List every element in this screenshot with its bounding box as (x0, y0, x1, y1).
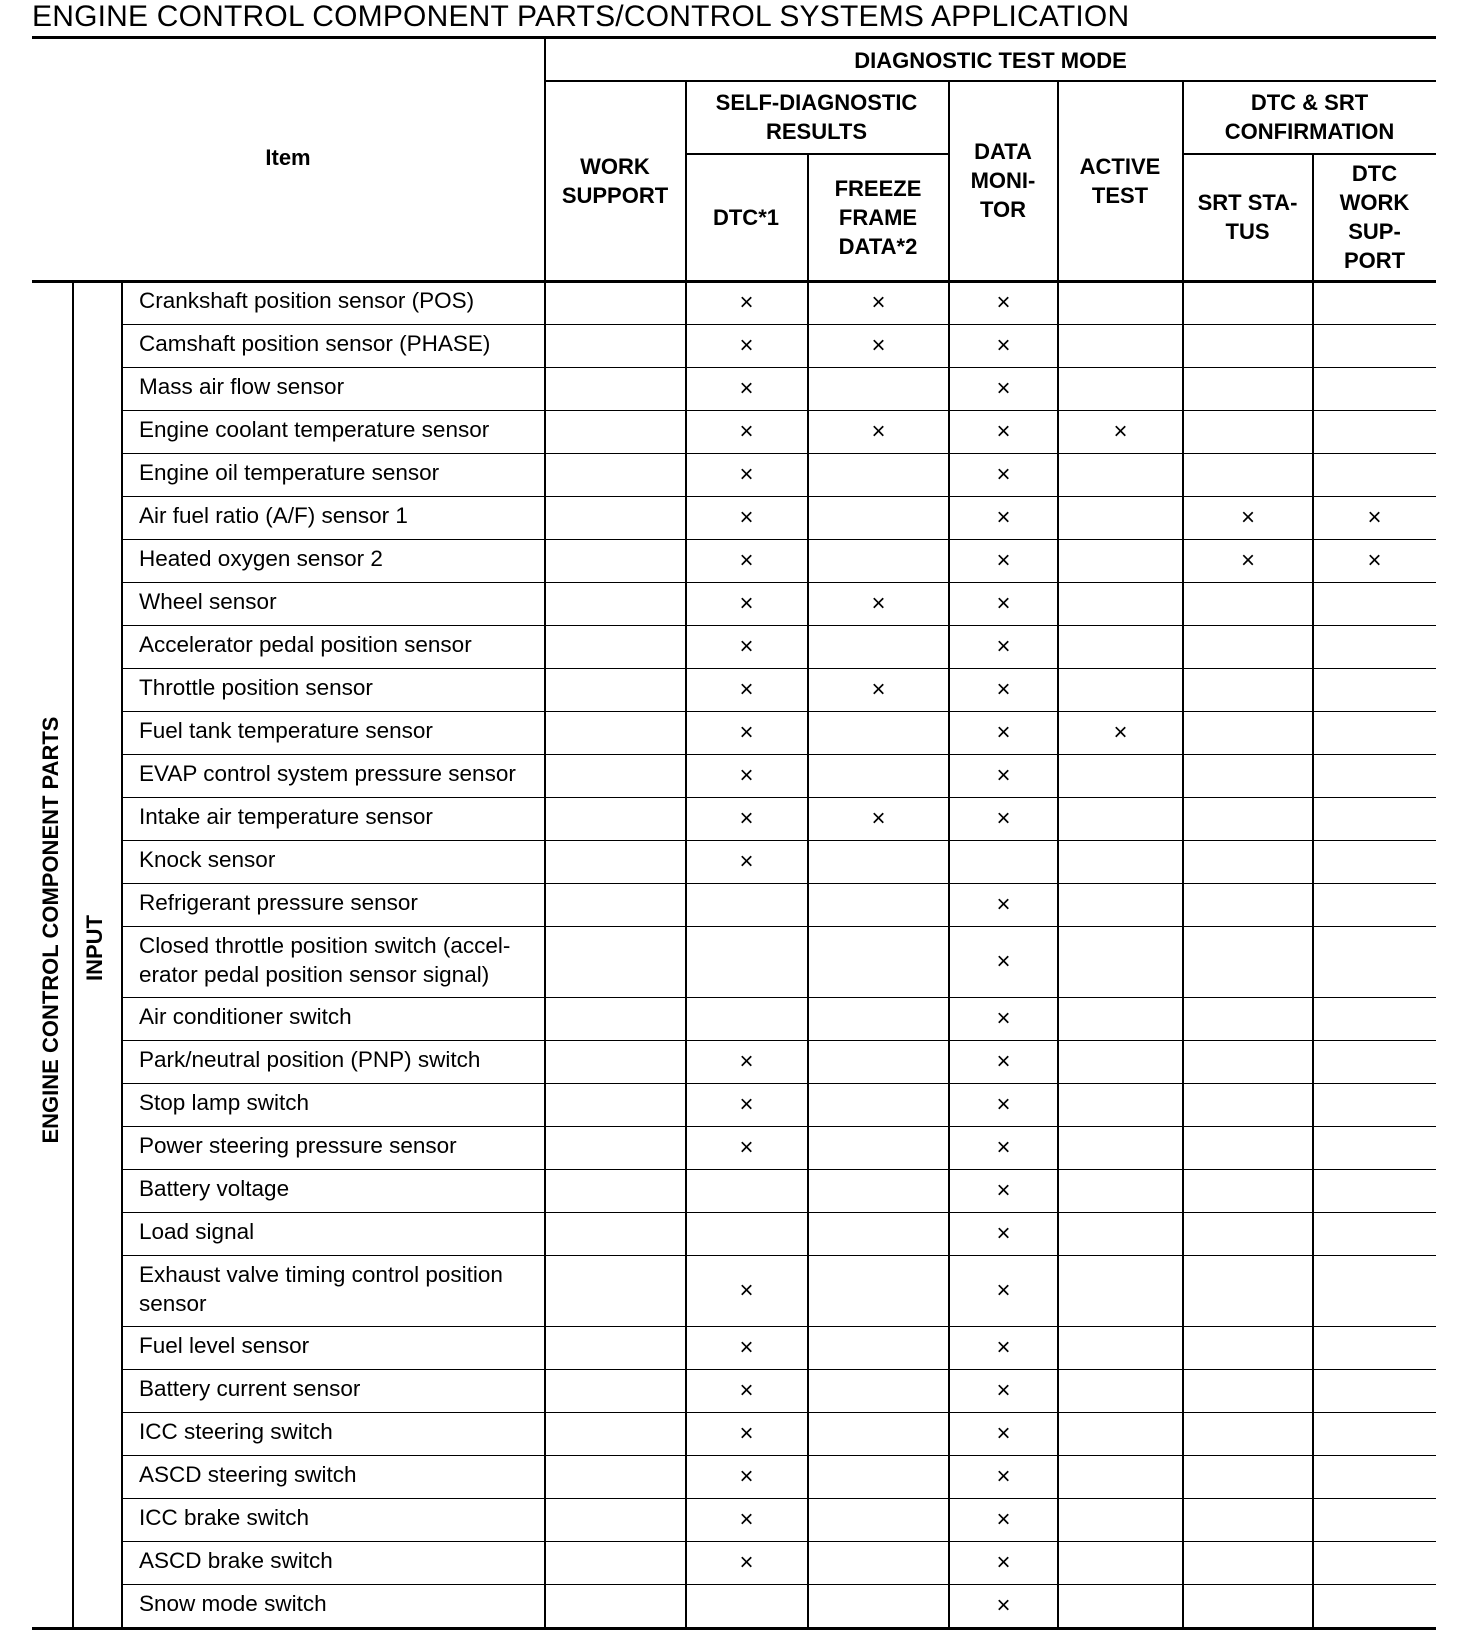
group-label-input: INPUT (82, 915, 107, 981)
check-mark-freeze-frame-data: × (871, 589, 886, 617)
row-label: Air fuel ratio (A/F) sensor 1 (139, 503, 408, 528)
check-mark-data-monitor: × (996, 1591, 1011, 1619)
row-label: Stop lamp switch (139, 1090, 310, 1115)
row-label: Battery voltage (139, 1176, 290, 1201)
group-label-engine-control-component-parts: ENGINE CONTROL COMPONENT PARTS (38, 716, 63, 1144)
row-line (121, 367, 1436, 368)
check-mark-data-monitor: × (996, 947, 1011, 975)
grid-line (1182, 80, 1184, 1627)
row-label: ICC steering switch (139, 1419, 333, 1444)
header-freeze-frame-data: FREEZE FRAME DATA*2 (834, 175, 922, 259)
bottom-rule (32, 1627, 1436, 1630)
check-mark-dtc-work-support: × (1367, 503, 1382, 531)
check-mark-dtc: × (739, 503, 754, 531)
row-label: Load signal (139, 1219, 255, 1244)
check-mark-freeze-frame-data: × (871, 288, 886, 316)
check-mark-data-monitor: × (996, 546, 1011, 574)
row-label: Heated oxygen sensor 2 (139, 546, 383, 571)
check-mark-freeze-frame-data: × (871, 331, 886, 359)
header-self-diagnostic-results: SELF-DIAGNOSTIC RESULTS (715, 90, 918, 144)
check-mark-data-monitor: × (996, 1333, 1011, 1361)
check-mark-data-monitor: × (996, 1376, 1011, 1404)
header-data-monitor: DATA MONI- TOR (970, 139, 1036, 222)
row-line (121, 997, 1436, 998)
row-label: Closed throttle position switch (accel- erator pedal position sensor signal) (139, 933, 511, 987)
check-mark-data-monitor: × (996, 1462, 1011, 1490)
check-mark-freeze-frame-data: × (871, 675, 886, 703)
check-mark-dtc: × (739, 1462, 754, 1490)
row-line (121, 1369, 1436, 1370)
row-label: ASCD steering switch (139, 1462, 357, 1487)
check-mark-dtc: × (739, 1333, 754, 1361)
check-mark-dtc: × (739, 718, 754, 746)
check-mark-data-monitor: × (996, 288, 1011, 316)
row-line (121, 1541, 1436, 1542)
grid-line (1183, 153, 1436, 155)
row-line (121, 582, 1436, 583)
check-mark-data-monitor: × (996, 804, 1011, 832)
check-mark-data-monitor: × (996, 761, 1011, 789)
header-srt-status: SRT STA- TUS (1197, 190, 1298, 244)
row-label: Fuel level sensor (139, 1333, 310, 1358)
row-line (121, 539, 1436, 540)
grid-line (807, 153, 809, 1627)
check-mark-data-monitor: × (996, 1004, 1011, 1032)
row-line (121, 1455, 1436, 1456)
check-mark-data-monitor: × (996, 1419, 1011, 1447)
title-rule (32, 36, 1436, 39)
row-label: Battery current sensor (139, 1376, 361, 1401)
row-label: EVAP control system pressure sensor (139, 761, 516, 786)
check-mark-data-monitor: × (996, 1548, 1011, 1576)
row-line (121, 496, 1436, 497)
row-line (121, 1412, 1436, 1413)
row-label: Camshaft position sensor (PHASE) (139, 331, 491, 356)
header-dtc-srt-confirmation: DTC & SRT CONFIRMATION (1224, 90, 1395, 144)
check-mark-dtc: × (739, 632, 754, 660)
check-mark-data-monitor: × (996, 460, 1011, 488)
check-mark-dtc: × (739, 460, 754, 488)
grid-line (72, 281, 74, 1627)
row-line (121, 840, 1436, 841)
grid-line (685, 153, 948, 155)
check-mark-srt-status: × (1240, 503, 1255, 531)
check-mark-data-monitor: × (996, 675, 1011, 703)
check-mark-freeze-frame-data: × (871, 804, 886, 832)
grid-line (685, 80, 687, 1627)
check-mark-active-test: × (1113, 417, 1128, 445)
check-mark-dtc: × (739, 847, 754, 875)
check-mark-data-monitor: × (996, 1133, 1011, 1161)
check-mark-dtc: × (739, 546, 754, 574)
row-line (121, 1498, 1436, 1499)
row-line (121, 1255, 1436, 1256)
row-label: Refrigerant pressure sensor (139, 890, 418, 915)
check-mark-active-test: × (1113, 718, 1128, 746)
row-line (121, 625, 1436, 626)
row-line (121, 1040, 1436, 1041)
check-mark-dtc: × (739, 589, 754, 617)
check-mark-data-monitor: × (996, 374, 1011, 402)
row-line (121, 1083, 1436, 1084)
check-mark-dtc: × (739, 1505, 754, 1533)
header-dtc: DTC*1 (712, 204, 779, 230)
page-title: ENGINE CONTROL COMPONENT PARTS/CONTROL SYSTEMS APPLICATION (32, 0, 1130, 33)
check-mark-dtc: × (739, 1419, 754, 1447)
grid-line (1057, 80, 1059, 1627)
row-label: Throttle position sensor (139, 675, 373, 700)
check-mark-dtc: × (739, 374, 754, 402)
row-label: Mass air flow sensor (139, 374, 345, 399)
check-mark-dtc: × (739, 331, 754, 359)
row-line (121, 1169, 1436, 1170)
check-mark-data-monitor: × (996, 589, 1011, 617)
row-line (121, 754, 1436, 755)
check-mark-data-monitor: × (996, 718, 1011, 746)
check-mark-dtc: × (739, 1047, 754, 1075)
row-label: Exhaust valve timing control position sensor (139, 1262, 503, 1316)
row-label: Crankshaft position sensor (POS) (139, 288, 475, 313)
row-line (121, 1212, 1436, 1213)
row-label: Wheel sensor (139, 589, 277, 614)
check-mark-data-monitor: × (996, 890, 1011, 918)
check-mark-data-monitor: × (996, 331, 1011, 359)
check-mark-dtc: × (739, 804, 754, 832)
header-diagnostic-test-mode: DIAGNOSTIC TEST MODE (854, 47, 1127, 73)
row-label: Park/neutral position (PNP) switch (139, 1047, 481, 1072)
row-label: Fuel tank temperature sensor (139, 718, 433, 743)
row-line (121, 1326, 1436, 1327)
check-mark-dtc: × (739, 1376, 754, 1404)
header-item: Item (265, 145, 311, 170)
check-mark-data-monitor: × (996, 1505, 1011, 1533)
check-mark-data-monitor: × (996, 1047, 1011, 1075)
check-mark-dtc: × (739, 761, 754, 789)
header-work-support: WORK SUPPORT (561, 153, 669, 208)
row-line (121, 453, 1436, 454)
row-label: Engine coolant temperature sensor (139, 417, 490, 442)
grid-line (545, 80, 1436, 82)
row-label: Air conditioner switch (139, 1004, 352, 1029)
check-mark-data-monitor: × (996, 1090, 1011, 1118)
grid-line (1312, 153, 1314, 1627)
grid-line (948, 80, 950, 1627)
check-mark-data-monitor: × (996, 632, 1011, 660)
row-label: Accelerator pedal position sensor (139, 632, 472, 657)
row-line (121, 1126, 1436, 1127)
row-line (121, 410, 1436, 411)
check-mark-dtc-work-support: × (1367, 546, 1382, 574)
row-label: Snow mode switch (139, 1591, 327, 1616)
row-line (121, 668, 1436, 669)
grid-line (121, 281, 123, 1627)
row-line (121, 711, 1436, 712)
row-label: Knock sensor (139, 847, 276, 872)
check-mark-dtc: × (739, 1133, 754, 1161)
row-label: Engine oil temperature sensor (139, 460, 440, 485)
row-label: ASCD brake switch (139, 1548, 333, 1573)
grid-line (544, 36, 546, 1627)
check-mark-data-monitor: × (996, 1176, 1011, 1204)
header-active-test: ACTIVE TEST (1079, 153, 1161, 208)
check-mark-data-monitor: × (996, 1219, 1011, 1247)
header-dtc-work-support: DTC WORK SUP- PORT (1339, 161, 1410, 273)
row-line (121, 797, 1436, 798)
check-mark-dtc: × (739, 675, 754, 703)
check-mark-data-monitor: × (996, 417, 1011, 445)
row-label: ICC brake switch (139, 1505, 310, 1530)
check-mark-data-monitor: × (996, 1276, 1011, 1304)
row-line (121, 883, 1436, 884)
row-label: Intake air temperature sensor (139, 804, 433, 829)
row-line (121, 324, 1436, 325)
row-line (121, 926, 1436, 927)
check-mark-dtc: × (739, 1090, 754, 1118)
check-mark-freeze-frame-data: × (871, 417, 886, 445)
row-line (121, 1584, 1436, 1585)
row-label: Power steering pressure sensor (139, 1133, 457, 1158)
check-mark-dtc: × (739, 1276, 754, 1304)
check-mark-dtc: × (739, 288, 754, 316)
check-mark-srt-status: × (1240, 546, 1255, 574)
header-rule (32, 280, 1436, 283)
check-mark-dtc: × (739, 417, 754, 445)
check-mark-data-monitor: × (996, 503, 1011, 531)
check-mark-dtc: × (739, 1548, 754, 1576)
